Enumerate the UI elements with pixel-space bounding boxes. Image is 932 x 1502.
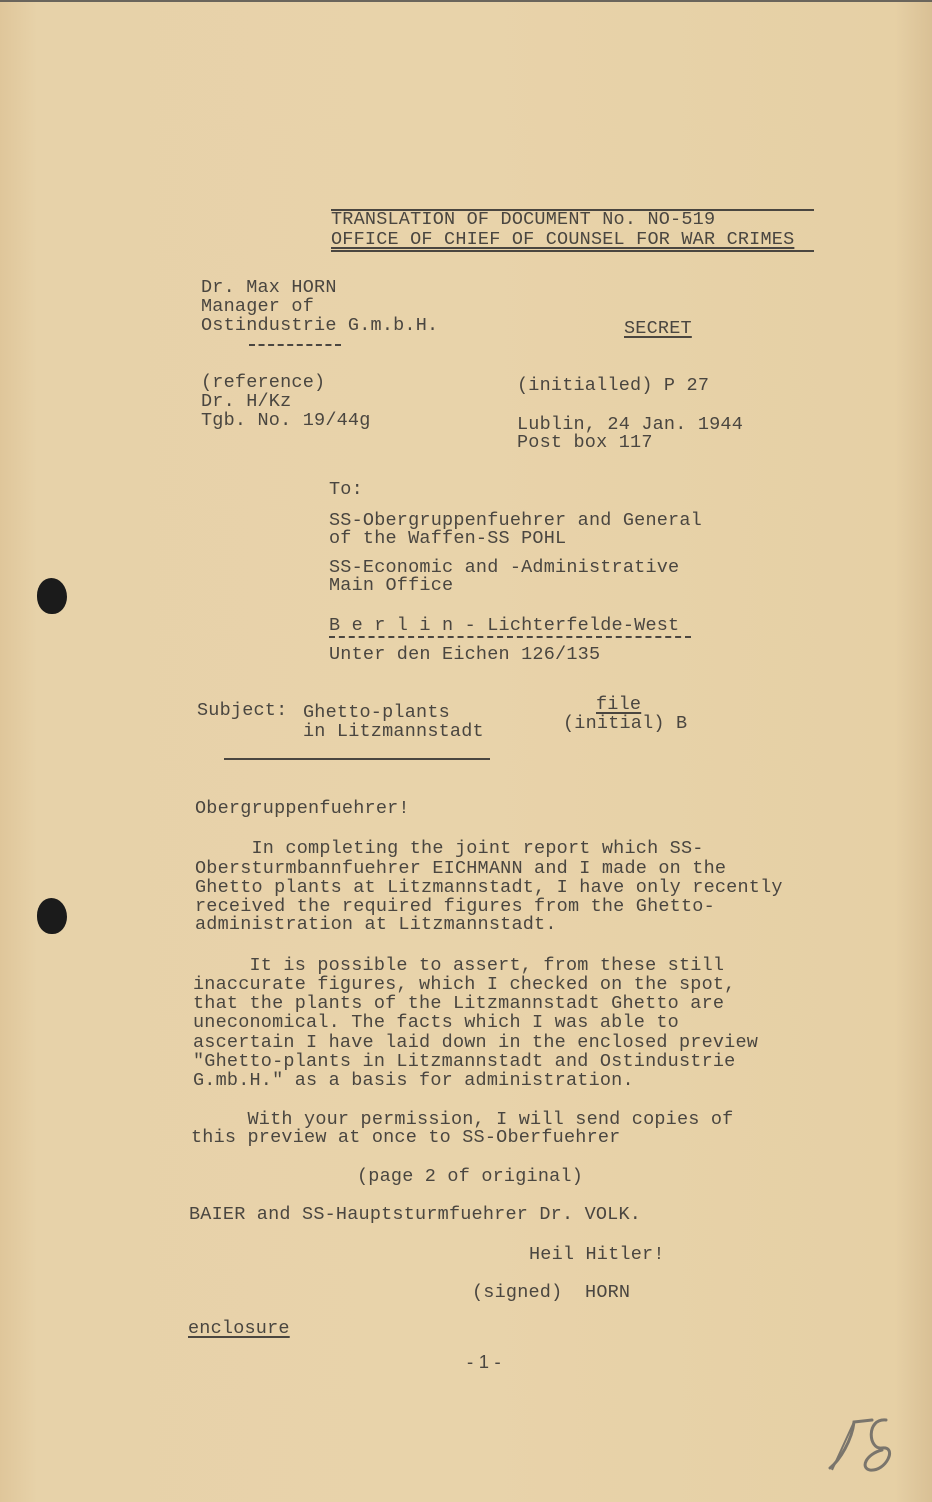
sender-company: Ostindustrie G.m.b.H. (201, 315, 439, 336)
subject-rule (224, 758, 490, 760)
body-p2-line: It is possible to assert, from these still (193, 955, 725, 976)
recipient-city-underline (329, 636, 691, 638)
body-p2-line: G.mb.H." as a basis for administration. (193, 1070, 634, 1091)
body-p1-line: received the required figures from the Ghetto- (195, 896, 715, 917)
reference-label: (reference) (201, 372, 326, 393)
body-p2-line: that the plants of the Litzmannstadt Ghetto are (193, 993, 725, 1014)
reference-tgb-number: Tgb. No. 19/44g (201, 410, 371, 431)
body-p4: BAIER and SS-Hauptsturmfuehrer Dr. VOLK. (189, 1204, 642, 1225)
punch-hole-bottom (37, 898, 67, 934)
salutation: Obergruppenfuehrer! (195, 798, 410, 819)
header-bottom-rule (331, 250, 814, 252)
sender-name: Dr. Max HORN (201, 277, 337, 298)
page-break-note: (page 2 of original) (357, 1166, 584, 1187)
subject-label: Subject: (197, 700, 288, 721)
subject-line-2: in Litzmannstadt (303, 721, 484, 742)
body-p1-line: Ghetto plants at Litzmannstadt, I have only recently (195, 877, 783, 898)
sender-title: Manager of (201, 296, 315, 317)
recipient-line-3: SS-Economic and -Administrative (329, 557, 680, 578)
sender-divider (249, 344, 341, 346)
page-number: - 1 - (467, 1351, 501, 1372)
initialled-note: (initialled) P 27 (517, 375, 710, 396)
body-p1-line: In completing the joint report which SS- (195, 838, 704, 859)
signature: (signed) HORN (472, 1282, 631, 1303)
header-line-2: OFFICE OF CHIEF OF COUNSEL FOR WAR CRIMES (331, 229, 795, 250)
reference-initials: Dr. H/Kz (201, 391, 292, 412)
body-p2-line: "Ghetto-plants in Litzmannstadt and Ostindustrie (193, 1051, 736, 1072)
file-note: file (596, 694, 642, 715)
file-initial: (initial) B (563, 713, 688, 734)
classification-secret: SECRET (624, 318, 692, 339)
to-label: To: (329, 479, 363, 500)
body-p2-line: ascertain I have laid down in the enclosed preview (193, 1032, 759, 1053)
body-p1-line: Obersturmbannfuehrer EICHMANN and I made on the (195, 858, 727, 879)
body-p3-line: With your permission, I will send copies of (191, 1109, 734, 1130)
closing: Heil Hitler! (529, 1244, 665, 1265)
recipient-line-2: of the Waffen-SS POHL (329, 528, 567, 549)
body-p1-line: administration at Litzmannstadt. (195, 914, 557, 935)
place-date: Lublin, 24 Jan. 1944 (517, 414, 744, 435)
handwritten-page-mark-icon (826, 1410, 906, 1480)
recipient-line-4: Main Office (329, 575, 454, 596)
body-p3-line: this preview at once to SS-Oberfuehrer (191, 1127, 621, 1148)
recipient-line-1: SS-Obergruppenfuehrer and General (329, 510, 702, 531)
recipient-street: Unter den Eichen 126/135 (329, 644, 601, 665)
punch-hole-top (37, 578, 67, 614)
enclosure-label: enclosure (188, 1318, 290, 1339)
subject-line-1: Ghetto-plants (303, 702, 450, 723)
post-box: Post box 117 (517, 432, 653, 453)
body-p2-line: inaccurate figures, which I checked on the spot, (193, 974, 736, 995)
body-p2-line: uneconomical. The facts which I was able to (193, 1012, 679, 1033)
recipient-city: B e r l i n - Lichterfelde-West (329, 615, 680, 636)
header-line-1: TRANSLATION OF DOCUMENT No. NO-519 (331, 209, 716, 230)
